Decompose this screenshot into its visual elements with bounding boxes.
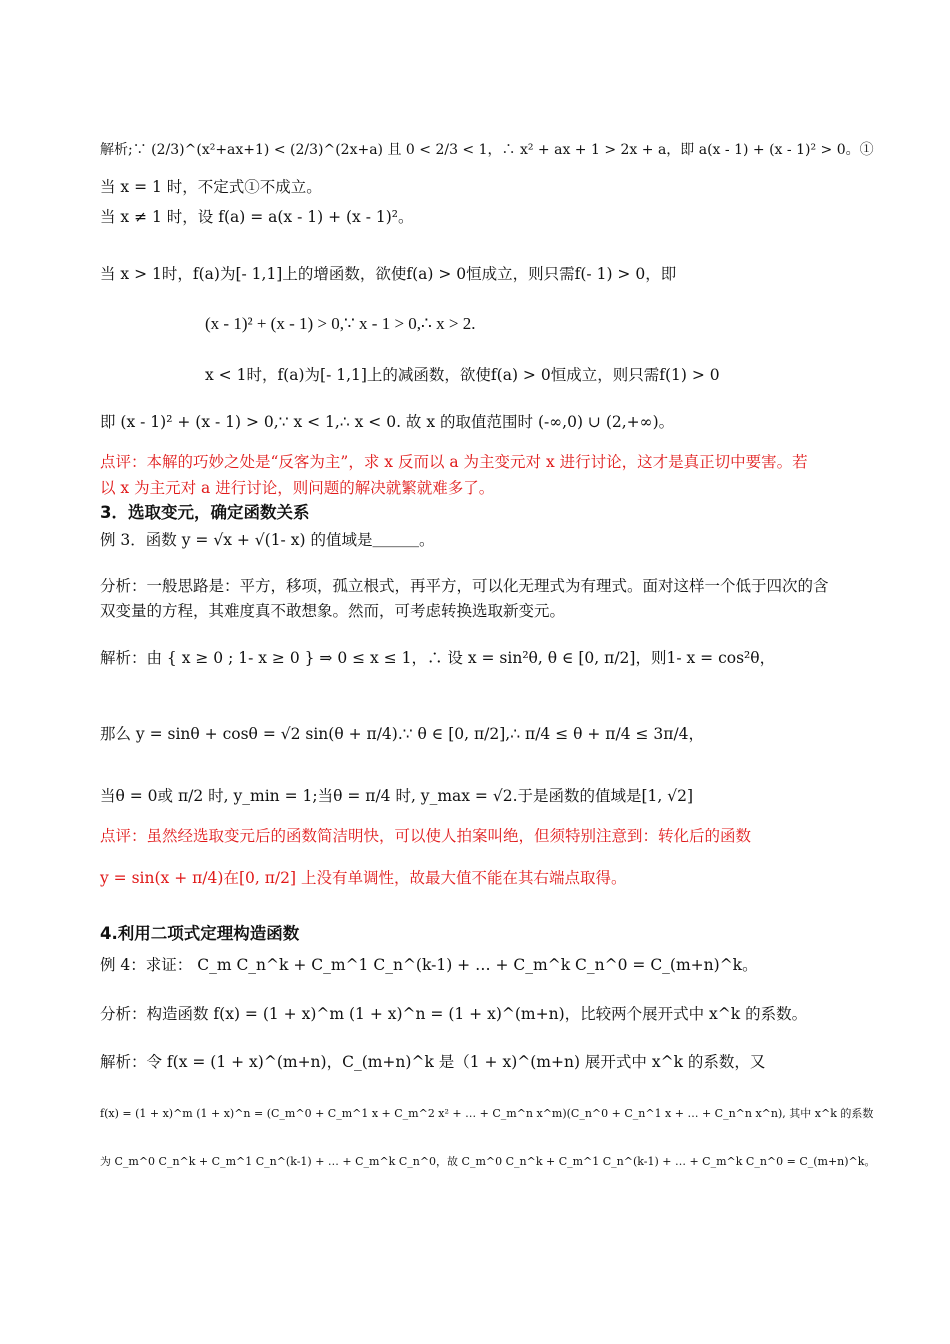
solution3-line-3: 当θ = 0或 π/2 时, y_min = 1;当θ = π/4 时, y_max = √2.于是函数的值域是[1, √2] bbox=[100, 787, 694, 805]
solution4-line-3: 为 C_m^0 C_n^k + C_m^1 C_n^(k-1) + … + C_m^k C_n^0，故 C_m^0 C_n^k + C_m^1 C_n^(k-1) + … + C_m^k C_n^0 = C_(m+n)^k。 bbox=[100, 1155, 876, 1168]
solution-line-5: (x - 1)² + (x - 1) > 0,∵ x - 1 > 0,∴ x > 2. bbox=[205, 314, 476, 333]
solution-line-3: 当 x ≠ 1 时，设 f(a) = a(x - 1) + (x - 1)²。 bbox=[100, 208, 414, 226]
example-3: 例 3．函数 y = √x + √(1- x) 的值域是＿＿＿。 bbox=[100, 531, 435, 549]
example-4: 例 4：求证： C_m C_n^k + C_m^1 C_n^(k-1) + … + C_m^k C_n^0 = C_(m+n)^k。 bbox=[100, 956, 758, 974]
solution-line-2: 当 x = 1 时，不定式①不成立。 bbox=[100, 178, 322, 196]
solution-line-7: 即 (x - 1)² + (x - 1) > 0,∵ x < 1,∴ x < 0. 故 x 的取值范围时 (-∞,0) ∪ (2,+∞)。 bbox=[100, 413, 675, 431]
comment3-line-2: y = sin(x + π/4)在[0, π/2] 上没有单调性，故最大值不能在其右端点取得。 bbox=[100, 869, 627, 887]
solution-line-4: 当 x > 1时，f(a)为[- 1,1]上的增函数，欲使f(a) > 0恒成立，则只需f(- 1) > 0，即 bbox=[100, 265, 677, 283]
comment-line-1: 点评：本解的巧妙之处是“反客为主”，求 x 反而以 a 为主变元对 x 进行讨论，这才是真正切中要害。若 bbox=[100, 453, 808, 471]
analysis-line-2: 双变量的方程，其难度真不敢想象。然而，可考虑转换选取新变元。 bbox=[100, 602, 566, 620]
analysis4-line: 分析：构造函数 f(x) = (1 + x)^m (1 + x)^n = (1 + x)^(m+n)，比较两个展开式中 x^k 的系数。 bbox=[100, 1005, 808, 1023]
solution4-line-1: 解析：令 f(x = (1 + x)^(m+n)，C_(m+n)^k 是（1 + x)^(m+n) 展开式中 x^k 的系数，又 bbox=[100, 1053, 766, 1071]
section-heading-3: 3．选取变元，确定函数关系 bbox=[100, 503, 310, 522]
solution3-line-2: 那么 y = sinθ + cosθ = √2 sin(θ + π/4).∵ θ ∈ [0, π/2],∴ π/4 ≤ θ + π/4 ≤ 3π/4， bbox=[100, 725, 705, 743]
solution-line-6: x < 1时，f(a)为[- 1,1]上的减函数，欲使f(a) > 0恒成立，则只需f(1) > 0 bbox=[205, 366, 720, 384]
comment3-line-1: 点评：虽然经选取变元后的函数简洁明快，可以使人拍案叫绝，但须特别注意到：转化后的函数 bbox=[100, 827, 752, 845]
solution-line-1: 解析;∵ (2/3)^(x²+ax+1) < (2/3)^(2x+a) 且 0 < 2/3 < 1，∴ x² + ax + 1 > 2x + a，即 a(x - 1) + (x - 1)² > 0。① bbox=[100, 142, 874, 158]
solution4-line-2: f(x) = (1 + x)^m (1 + x)^n = (C_m^0 + C_m^1 x + C_m^2 x² + … + C_m^n x^m)(C_n^0 + C_n^1 x + … + C_n^n x^n), 其中 x^k 的系数 bbox=[100, 1107, 874, 1120]
section-heading-4: 4.利用二项式定理构造函数 bbox=[100, 924, 300, 943]
analysis-line-1: 分析：一般思路是：平方，移项，孤立根式，再平方，可以化无理式为有理式。面对这样一个低于四次的含 bbox=[100, 577, 829, 595]
comment-line-2: 以 x 为主元对 a 进行讨论，则问题的解决就繁就难多了。 bbox=[100, 479, 495, 497]
solution3-line-1: 解析：由 { x ≥ 0 ; 1- x ≥ 0 } ⇒ 0 ≤ x ≤ 1，∴ 设 x = sin²θ, θ ∈ [0, π/2]，则1- x = cos²θ， bbox=[100, 649, 776, 667]
